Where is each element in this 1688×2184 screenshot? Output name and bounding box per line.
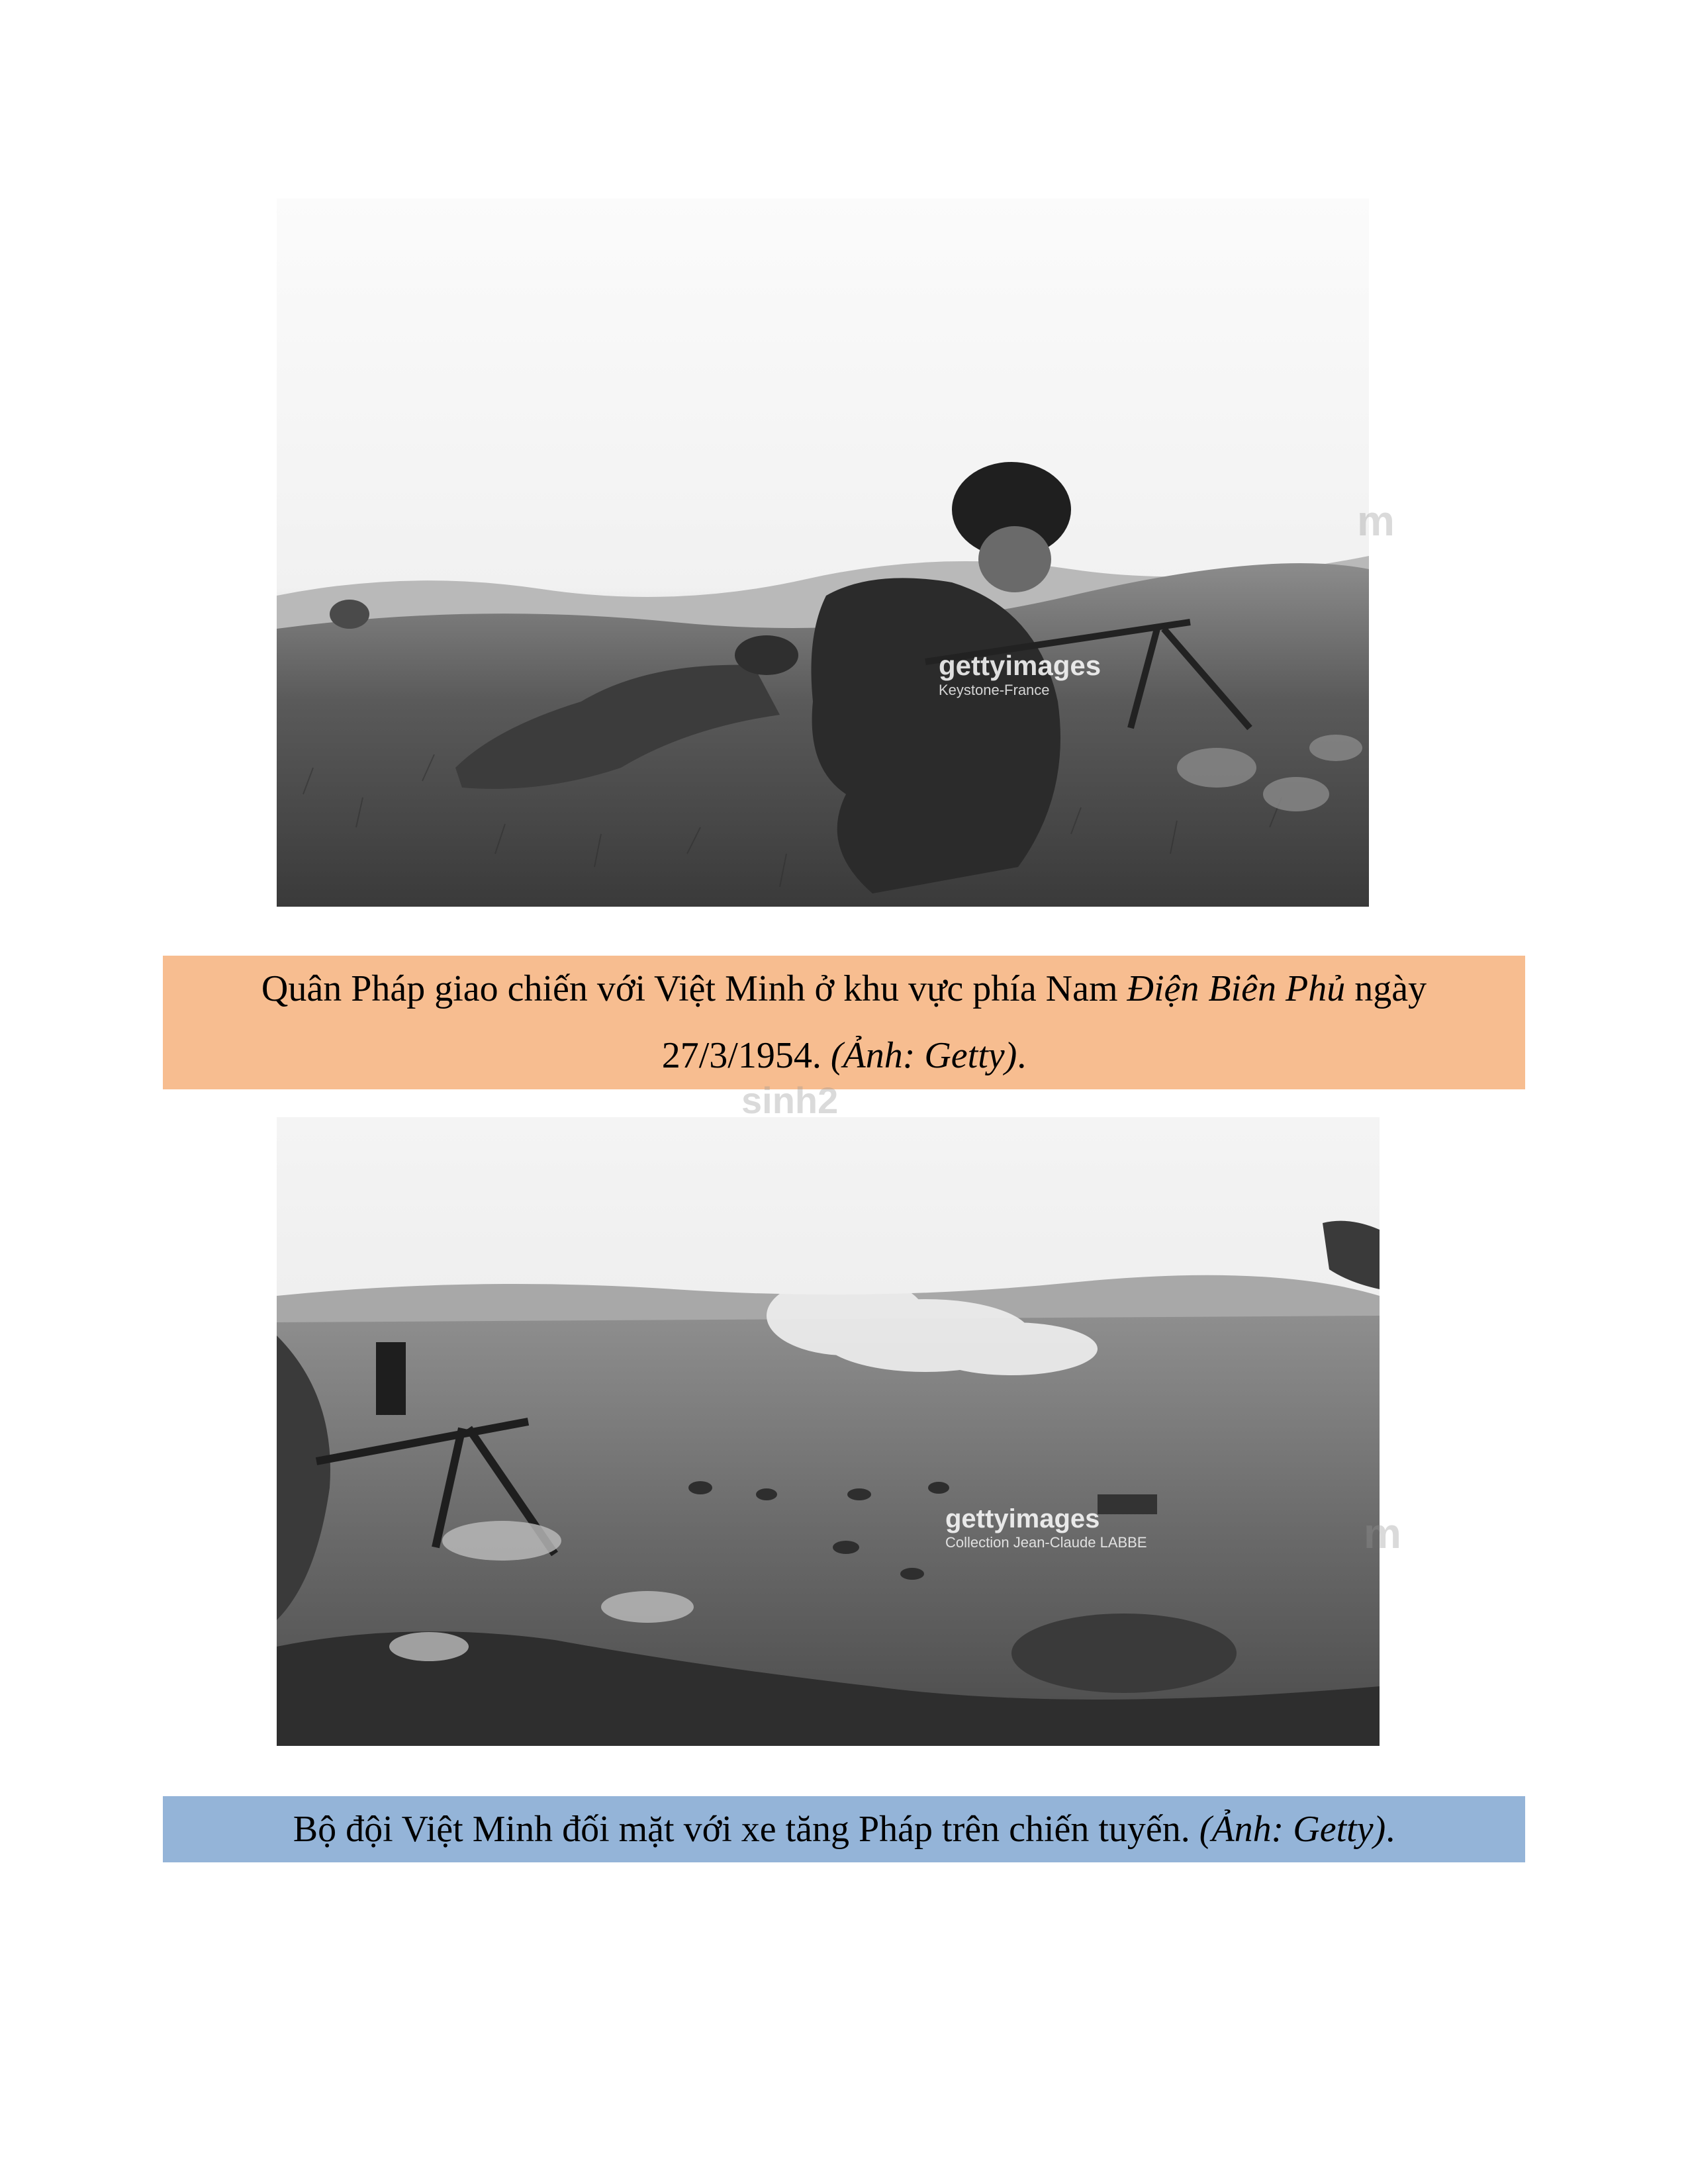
caption-text: Quân Pháp giao chiến với Việt Minh ở khu vực phía Nam [261, 968, 1127, 1009]
caption-date: 27/3/1954. [661, 1035, 831, 1076]
page-watermark: m [1364, 1510, 1401, 1557]
caption-credit: (Ảnh: Getty) [1199, 1809, 1386, 1850]
caption-viet-minh-frontline [163, 1796, 1525, 1862]
battle-photo-viet-minh-frontline [277, 1117, 1380, 1746]
watermark-credit: Collection Jean-Claude LABBE [945, 1534, 1147, 1551]
caption-text: . [1385, 1809, 1395, 1850]
watermark-credit: Keystone-France [939, 682, 1050, 698]
caption-text: ngày [1345, 968, 1427, 1009]
page-watermark: sinh2 [741, 1079, 839, 1121]
caption-credit: (Ảnh: Getty) [830, 1035, 1017, 1076]
caption-french-soldiers [163, 956, 1525, 1089]
battle-photo-french-soldiers [277, 199, 1369, 907]
caption-place-name: Điện Biên Phủ [1127, 968, 1346, 1009]
caption-text: . [1017, 1035, 1027, 1076]
watermark-brand: gettyimages [939, 650, 1102, 681]
caption-text: Bộ đội Việt Minh đối mặt với xe tăng Pháp trên chiến tuyến. [293, 1809, 1199, 1850]
page-watermark: m [1357, 497, 1395, 545]
watermark-brand: gettyimages [945, 1504, 1100, 1533]
